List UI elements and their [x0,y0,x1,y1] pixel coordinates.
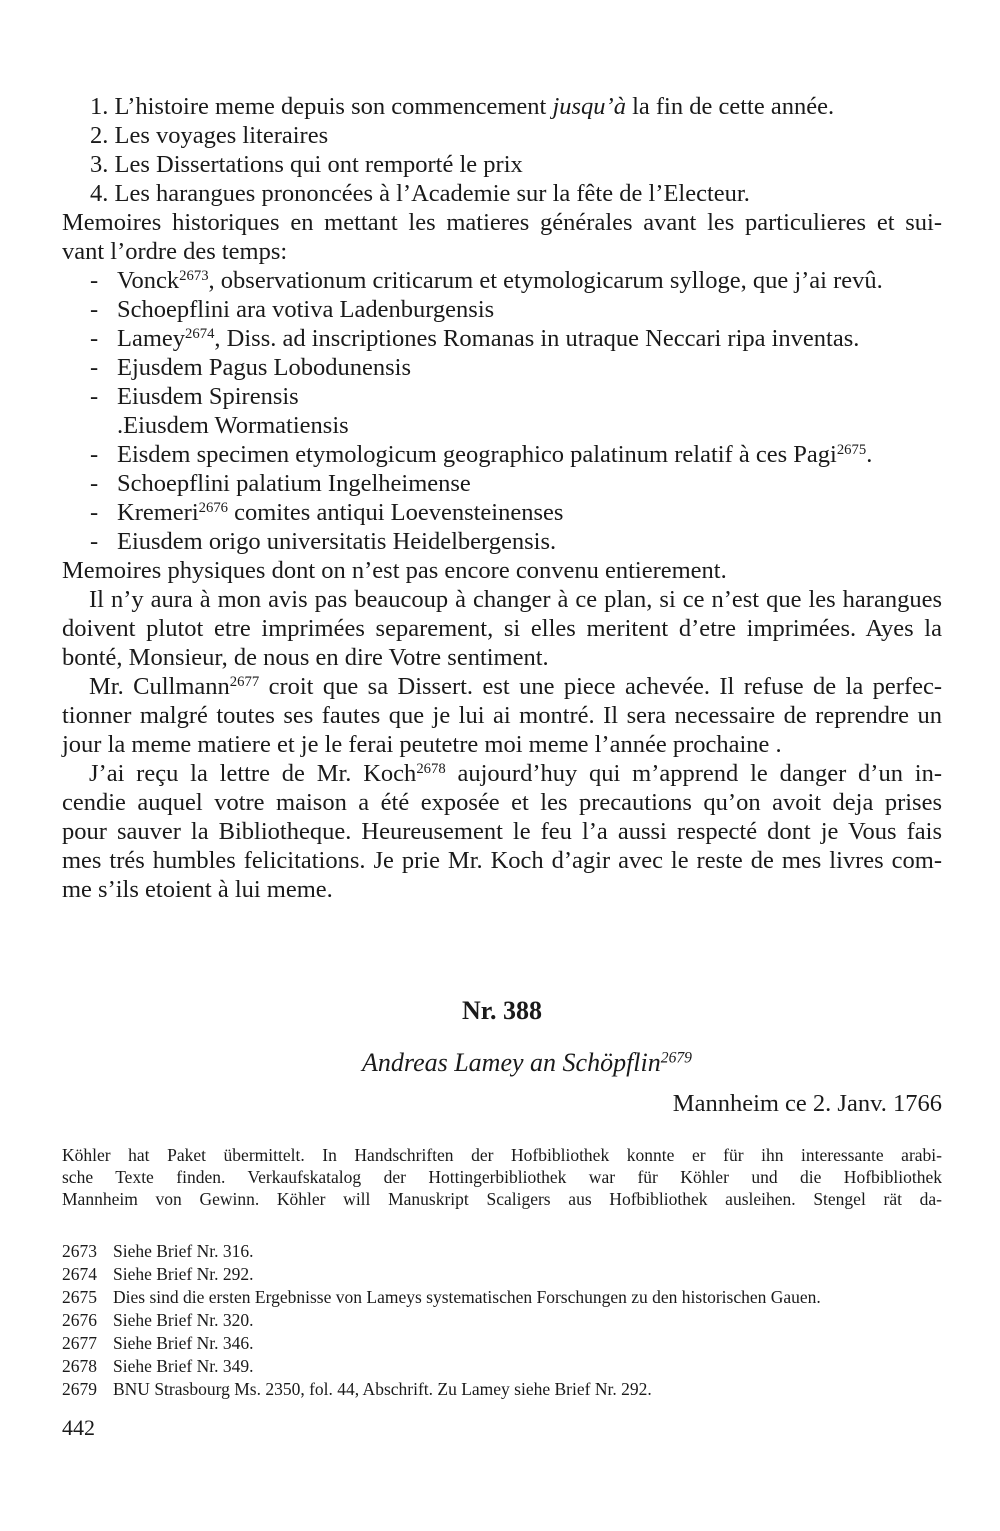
paragraph-line: doivent plutot etre imprimées separement, si elles meritent d’etre imprimées. Ayes la [62,615,942,642]
dash-item: - Lamey$^{2674}$, Diss. ad inscriptiones Romanas in utraque Neccari ripa inventas. [90,325,860,352]
letter-dateline: Mannheim ce 2. Janv. 1766 [672,1090,942,1117]
dash-item: - Vonck$^{2673}$, observationum criticarum et etymologicarum sylloge, que j’ai revû. [90,267,883,294]
text-line: Memoires historiques en mettant les matieres générales avant les particulieres et sui- [62,209,942,236]
paragraph-line: jour la meme matiere et je le ferai peutetre moi meme l’année prochaine . [62,731,782,758]
footnote: 2678 Siehe Brief Nr. 349. [62,1356,254,1376]
paragraph-line: pour sauver la Bibliotheque. Heureusement le feu l’a aussi respecté dont je Vous fais [62,818,942,845]
text-line: Memoires physiques dont on n’est pas encore convenu entierement. [62,557,727,584]
letter-heading: Andreas Lamey an Schöpflin$^{2679}$ [362,1048,692,1077]
dash-item: - Schoepflini palatium Ingelheimense [90,470,471,497]
dash-item: - Schoepflini ara votiva Ladenburgensis [90,296,495,323]
paragraph-line: me s’ils etoient à lui meme. [62,876,333,903]
page-number: 442 [62,1415,95,1440]
paragraph-line: Mr. Cullmann$^{2677}$ croit que sa Dissert. est une piece achevée. Il refuse de la perfec- [89,673,943,700]
text-line: vant l’ordre des temps: [62,238,288,265]
dash-item: - Kremeri$^{2676}$ comites antiqui Loevensteinenses [90,499,564,526]
dash-item: - Eiusdem Spirensis [90,383,299,410]
dash-item: - Eiusdem origo universitatis Heidelbergensis. [90,528,557,555]
list-item: 1. L’histoire meme depuis son commencement jusqu’à la fin de cette année. [90,93,835,120]
footnotes [62,1240,942,1401]
paragraph-line: mes trés humbles felicitations. Je prie Mr. Koch d’agir avec le reste de mes livres com- [62,847,942,874]
list-item: 4. Les harangues prononcées à l’Academie sur la fête de l’Electeur. [90,180,750,207]
footnote: 2675 Dies sind die ersten Ergebnisse von Lameys systematischen Forschungen zu den historischen Gauen. [62,1287,821,1307]
paragraph-line: bonté, Monsieur, de nous en dire Votre sentiment. [62,644,549,671]
paragraph-line: Il n’y aura à mon avis pas beaucoup à changer à ce plan, si ce n’est que les harangues [89,586,942,613]
summary-line: sche Texte finden. Verkaufskatalog der Hottingerbibliothek war für Köhler und die Hofbibliothek [62,1167,942,1187]
list-item: .Eiusdem Wormatiensis [117,412,349,439]
summary-line: Mannheim von Gewinn. Köhler will Manuskript Scaligers aus Hofbibliothek ausleihen. Stengel rät da- [62,1189,942,1209]
footnote: 2676 Siehe Brief Nr. 320. [62,1310,254,1330]
paragraph-line: J’ai reçu la lettre de Mr. Koch$^{2678}$ aujourd’huy qui m’apprend le danger d’un in- [89,760,942,787]
footnote: 2674 Siehe Brief Nr. 292. [62,1264,254,1284]
summary-line: Köhler hat Paket übermittelt. In Handschriften der Hofbibliothek konnte er für ihn interessante arabi- [62,1145,942,1165]
page-body [62,92,942,1401]
list-item: 3. Les Dissertations qui ont remporté le prix [90,151,523,178]
footnote: 2673 Siehe Brief Nr. 316. [62,1241,254,1261]
list-item: 2. Les voyages literaires [90,122,329,149]
dash-item: - Ejusdem Pagus Lobodunensis [90,354,411,381]
letter-number: Nr. 388 [462,996,542,1025]
letter-summary [62,1144,942,1210]
main-text [62,92,942,904]
paragraph-line: cendie auquel votre maison a été exposée et les precautions qu’on avoit deja prises [62,789,942,816]
paragraph-line: tionner malgré toutes ses fautes que je lui ai montré. Il sera necessaire de reprendre un [62,702,942,729]
dash-item: - Eisdem specimen etymologicum geographico palatinum relatif à ces Pagi$^{2675}$. [90,441,873,468]
footnote: 2679 BNU Strasbourg Ms. 2350, fol. 44, Abschrift. Zu Lamey siehe Brief Nr. 292. [62,1379,652,1399]
footnote: 2677 Siehe Brief Nr. 346. [62,1333,254,1353]
